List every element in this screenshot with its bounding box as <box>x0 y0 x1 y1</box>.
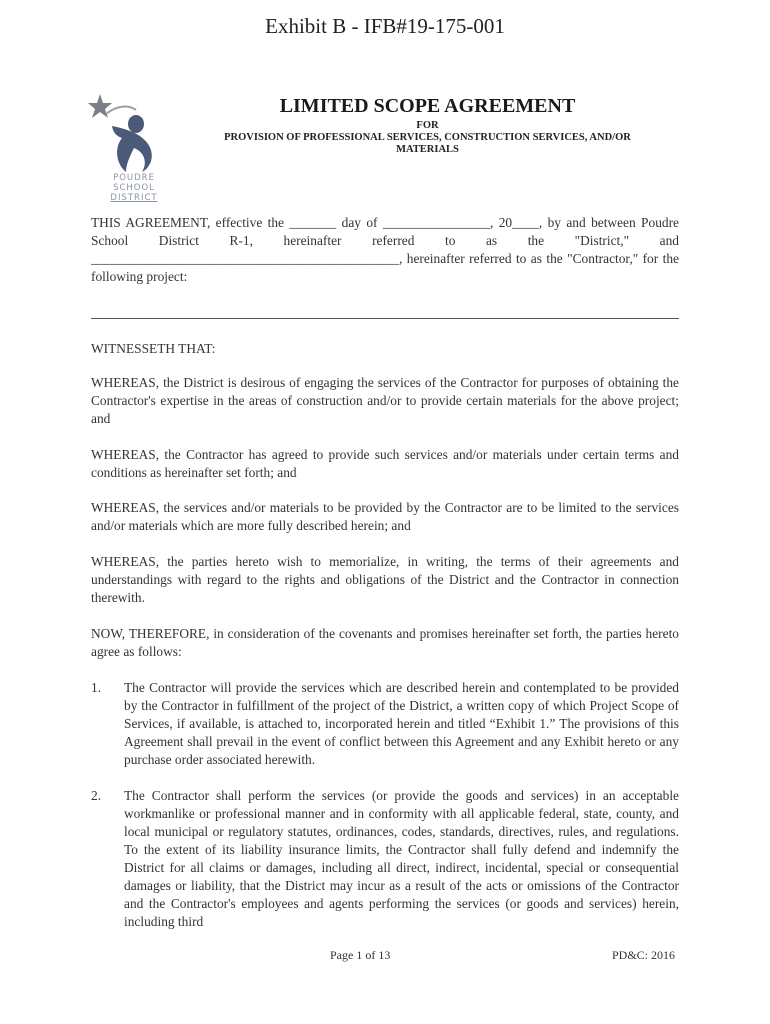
whereas-paragraph-4: WHEREAS, the parties hereto wish to memorialize, in writing, the terms of their agreements and understandings with regard to the rights and obligations of the District and the Contractor in connection therewith. <box>91 554 679 605</box>
project-blank-line <box>91 318 679 319</box>
document-title: LIMITED SCOPE AGREEMENT <box>279 95 576 117</box>
intro-paragraph: THIS AGREEMENT, effective the _______ day of ________________, 20____, by and between Poudre School District R-1, hereinafter referred to as the "District," and ______________________________________________, hereinafter referred to as the "Contractor," for the following project: <box>91 215 679 284</box>
item-number: 2. <box>91 788 102 803</box>
item-number: 1. <box>91 680 102 695</box>
witnesseth-heading: WITNESSETH THAT: <box>91 341 216 356</box>
subtitle-line-1: PROVISION OF PROFESSIONAL SERVICES, CONSTRUCTION SERVICES, AND/OR <box>224 132 631 143</box>
logo-text <box>104 173 164 203</box>
whereas-paragraph-3: WHEREAS, the services and/or materials to be provided by the Contractor are to be limited to the services and/or materials which are more fully described herein; and <box>91 500 679 533</box>
numbered-item <box>91 787 679 931</box>
page-number: Page 1 of 13 <box>330 948 391 962</box>
exhibit-header: Exhibit B - IFB#19-175-001 <box>265 14 505 38</box>
logo-line-2: SCHOOL <box>113 183 155 193</box>
now-therefore-paragraph: NOW, THEREFORE, in consideration of the covenants and promises hereinafter set forth, the parties hereto agree as follows: <box>91 626 679 659</box>
logo-line-1: POUDRE <box>113 173 155 183</box>
document-subtitle <box>180 120 675 156</box>
subtitle-for: FOR <box>416 120 439 131</box>
logo-line-3: DISTRICT <box>110 193 158 203</box>
whereas-paragraph-2: WHEREAS, the Contractor has agreed to provide such services and/or materials under certain terms and conditions as hereinafter set forth; and <box>91 447 679 480</box>
item-text: The Contractor will provide the services which are described herein and contemplated to be provided by the Contractor in fulfillment of the project of the District, a written copy of which Project Scope of Services, if available, is attached to, incorporated herein and titled “Exhibit 1.” The provisions of this Agreement shall prevail in the event of conflict between this Agreement and any Exhibit hereto or any purchase order associated herewith. <box>124 680 679 767</box>
subtitle-line-2: MATERIALS <box>396 144 459 155</box>
numbered-item <box>91 679 679 769</box>
whereas-paragraph-1: WHEREAS, the District is desirous of engaging the services of the Contractor for purposes of obtaining the Contractor's expertise in the areas of construction and/or to provide certain materials for the above project; and <box>91 375 679 426</box>
item-text: The Contractor shall perform the services (or provide the goods and services) in an acceptable workmanlike or professional manner and in conformity with all applicable federal, state, county, and local municipal or regulatory statutes, ordinances, codes, standards, directives, rules, and regulations. To the extent of its liability insurance limits, the Contractor shall fully defend and indemnify the District for all claims or damages, including all direct, indirect, incidental, special or consequential damages or liability, that the District may incur as a result of the acts or omissions of the Contractor and the Contractor's employees and agents performing the services (or goods and services) herein, including third <box>124 788 679 929</box>
document-code: PD&C: 2016 <box>612 948 676 962</box>
